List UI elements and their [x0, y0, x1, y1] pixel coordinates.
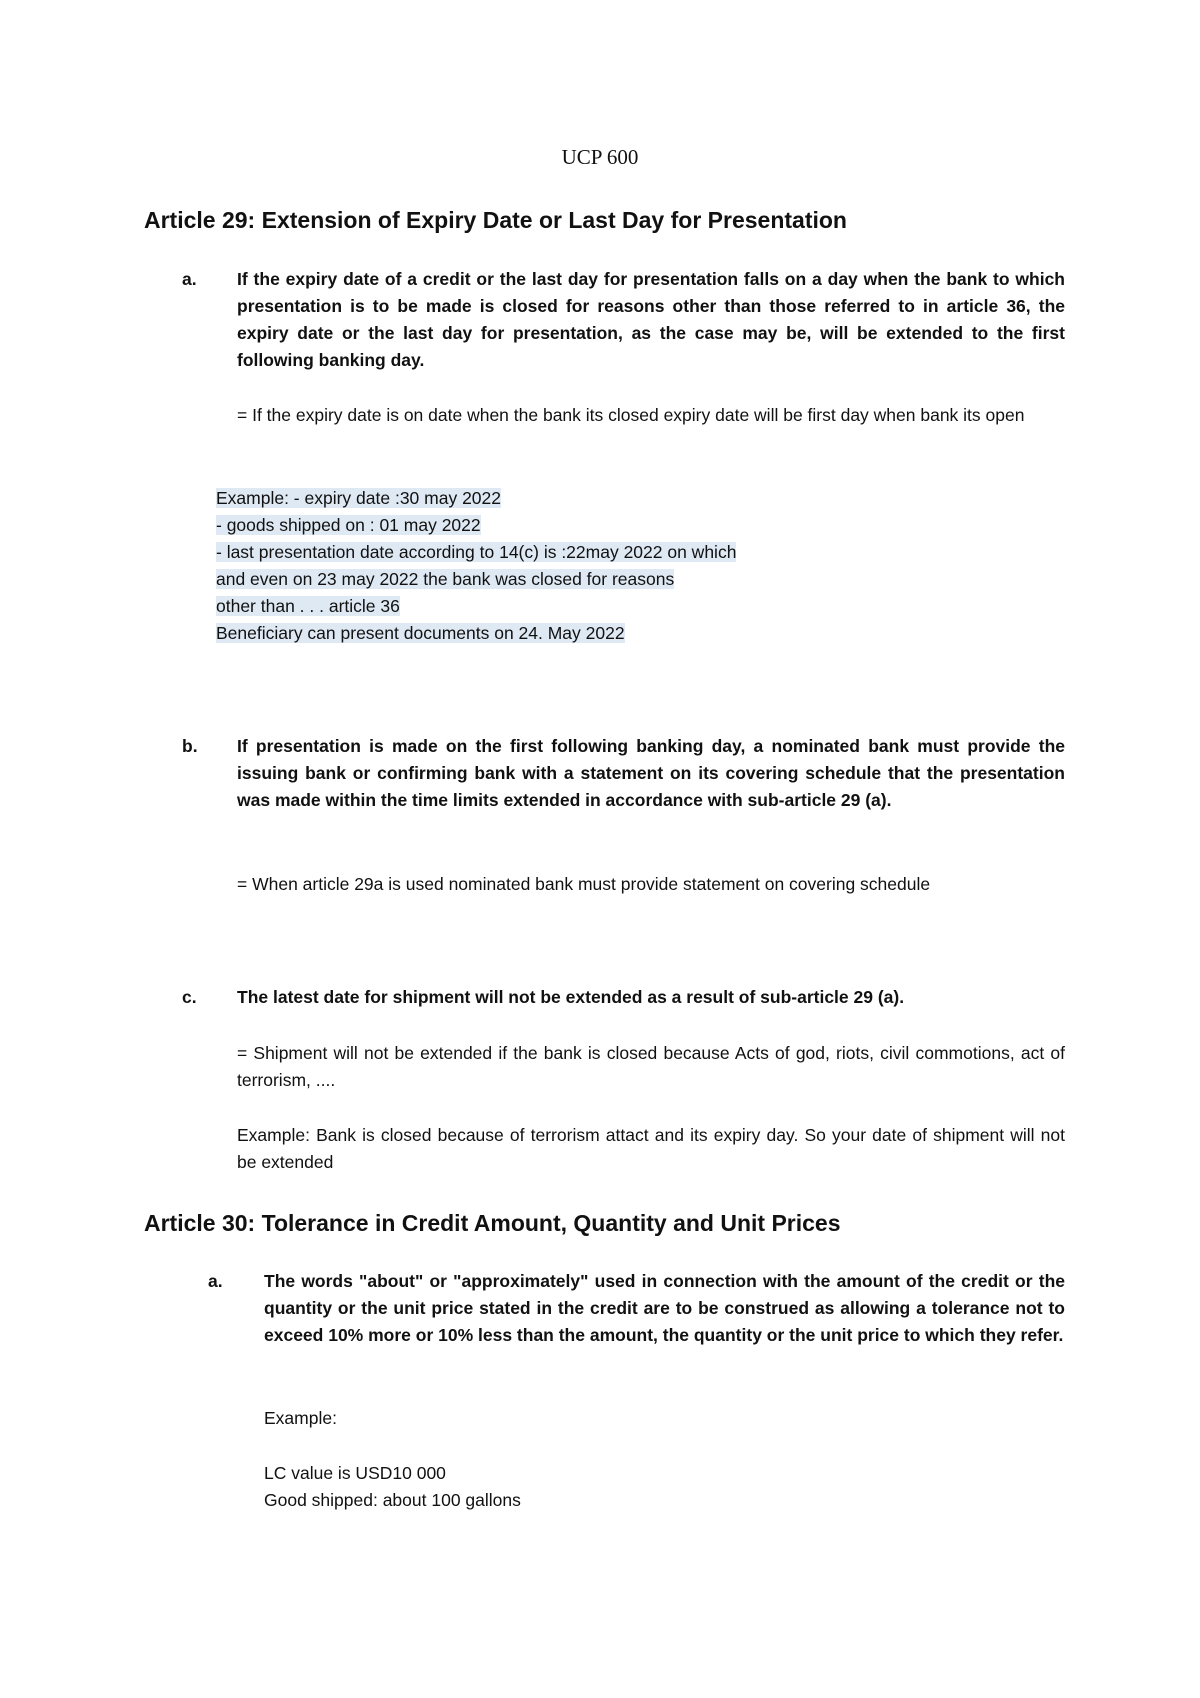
clause-29a-marker: a.	[182, 269, 197, 289]
clause-29c-example: Example: Bank is closed because of terrorism attact and its expiry day. So your date of shipment will not be extended	[237, 1125, 1065, 1172]
example-line: Beneficiary can present documents on 24. May 2022	[216, 623, 625, 643]
article-29-heading: Article 29: Extension of Expiry Date or Last Day for Presentation	[144, 207, 847, 233]
clause-29b-marker: b.	[182, 736, 198, 756]
example-line: - goods shipped on : 01 may 2022	[216, 515, 481, 535]
example-line: other than . . . article 36	[216, 596, 400, 616]
example-line: and even on 23 may 2022 the bank was closed for reasons	[216, 569, 675, 589]
clause-29c-note: = Shipment will not be extended if the bank is closed because Acts of god, riots, civil commotions, act of terrorism, ....	[237, 1043, 1065, 1090]
clause-30a-marker: a.	[208, 1271, 223, 1291]
clause-29c-marker: c.	[182, 987, 197, 1007]
clause-29a-example	[216, 485, 736, 647]
page-title: UCP 600	[561, 145, 639, 169]
clause-30a-example-label: Example:	[264, 1408, 337, 1428]
clause-29c-text: The latest date for shipment will not be extended as a result of sub-article 29 (a).	[237, 987, 905, 1007]
clause-30a-line: Good shipped: about 100 gallons	[264, 1490, 521, 1510]
clause-29a-note: = If the expiry date is on date when the bank its closed expiry date will be first day when bank its open	[237, 405, 1025, 425]
clause-29b-text: If presentation is made on the first following banking day, a nominated bank must provide the issuing bank or confirming bank with a statement on its covering schedule that the presentation was made within the time limits extended in accordance with sub-article 29 (a).	[237, 736, 1065, 810]
clause-30a-line: LC value is USD10 000	[264, 1463, 446, 1483]
clause-29a-text: If the expiry date of a credit or the last day for presentation falls on a day when the bank to which presentation is to be made is closed for reasons other than those referred to in article 36, the expiry date or the last day for presentation, as the case may be, will be extended to the first following banking day.	[237, 269, 1065, 370]
example-line: - last presentation date according to 14(c) is :22may 2022 on which	[216, 542, 737, 562]
clause-30a-text: The words "about" or "approximately" used in connection with the amount of the credit or the quantity or the unit price stated in the credit are to be construed as allowing a tolerance not to exceed 10% more or 10% less than the amount, the quantity or the unit price to which they refer.	[264, 1271, 1065, 1345]
example-line: Example: - expiry date :30 may 2022	[216, 488, 502, 508]
article-30-heading: Article 30: Tolerance in Credit Amount, Quantity and Unit Prices	[144, 1210, 841, 1236]
clause-29b-note: = When article 29a is used nominated bank must provide statement on covering schedule	[237, 874, 931, 894]
